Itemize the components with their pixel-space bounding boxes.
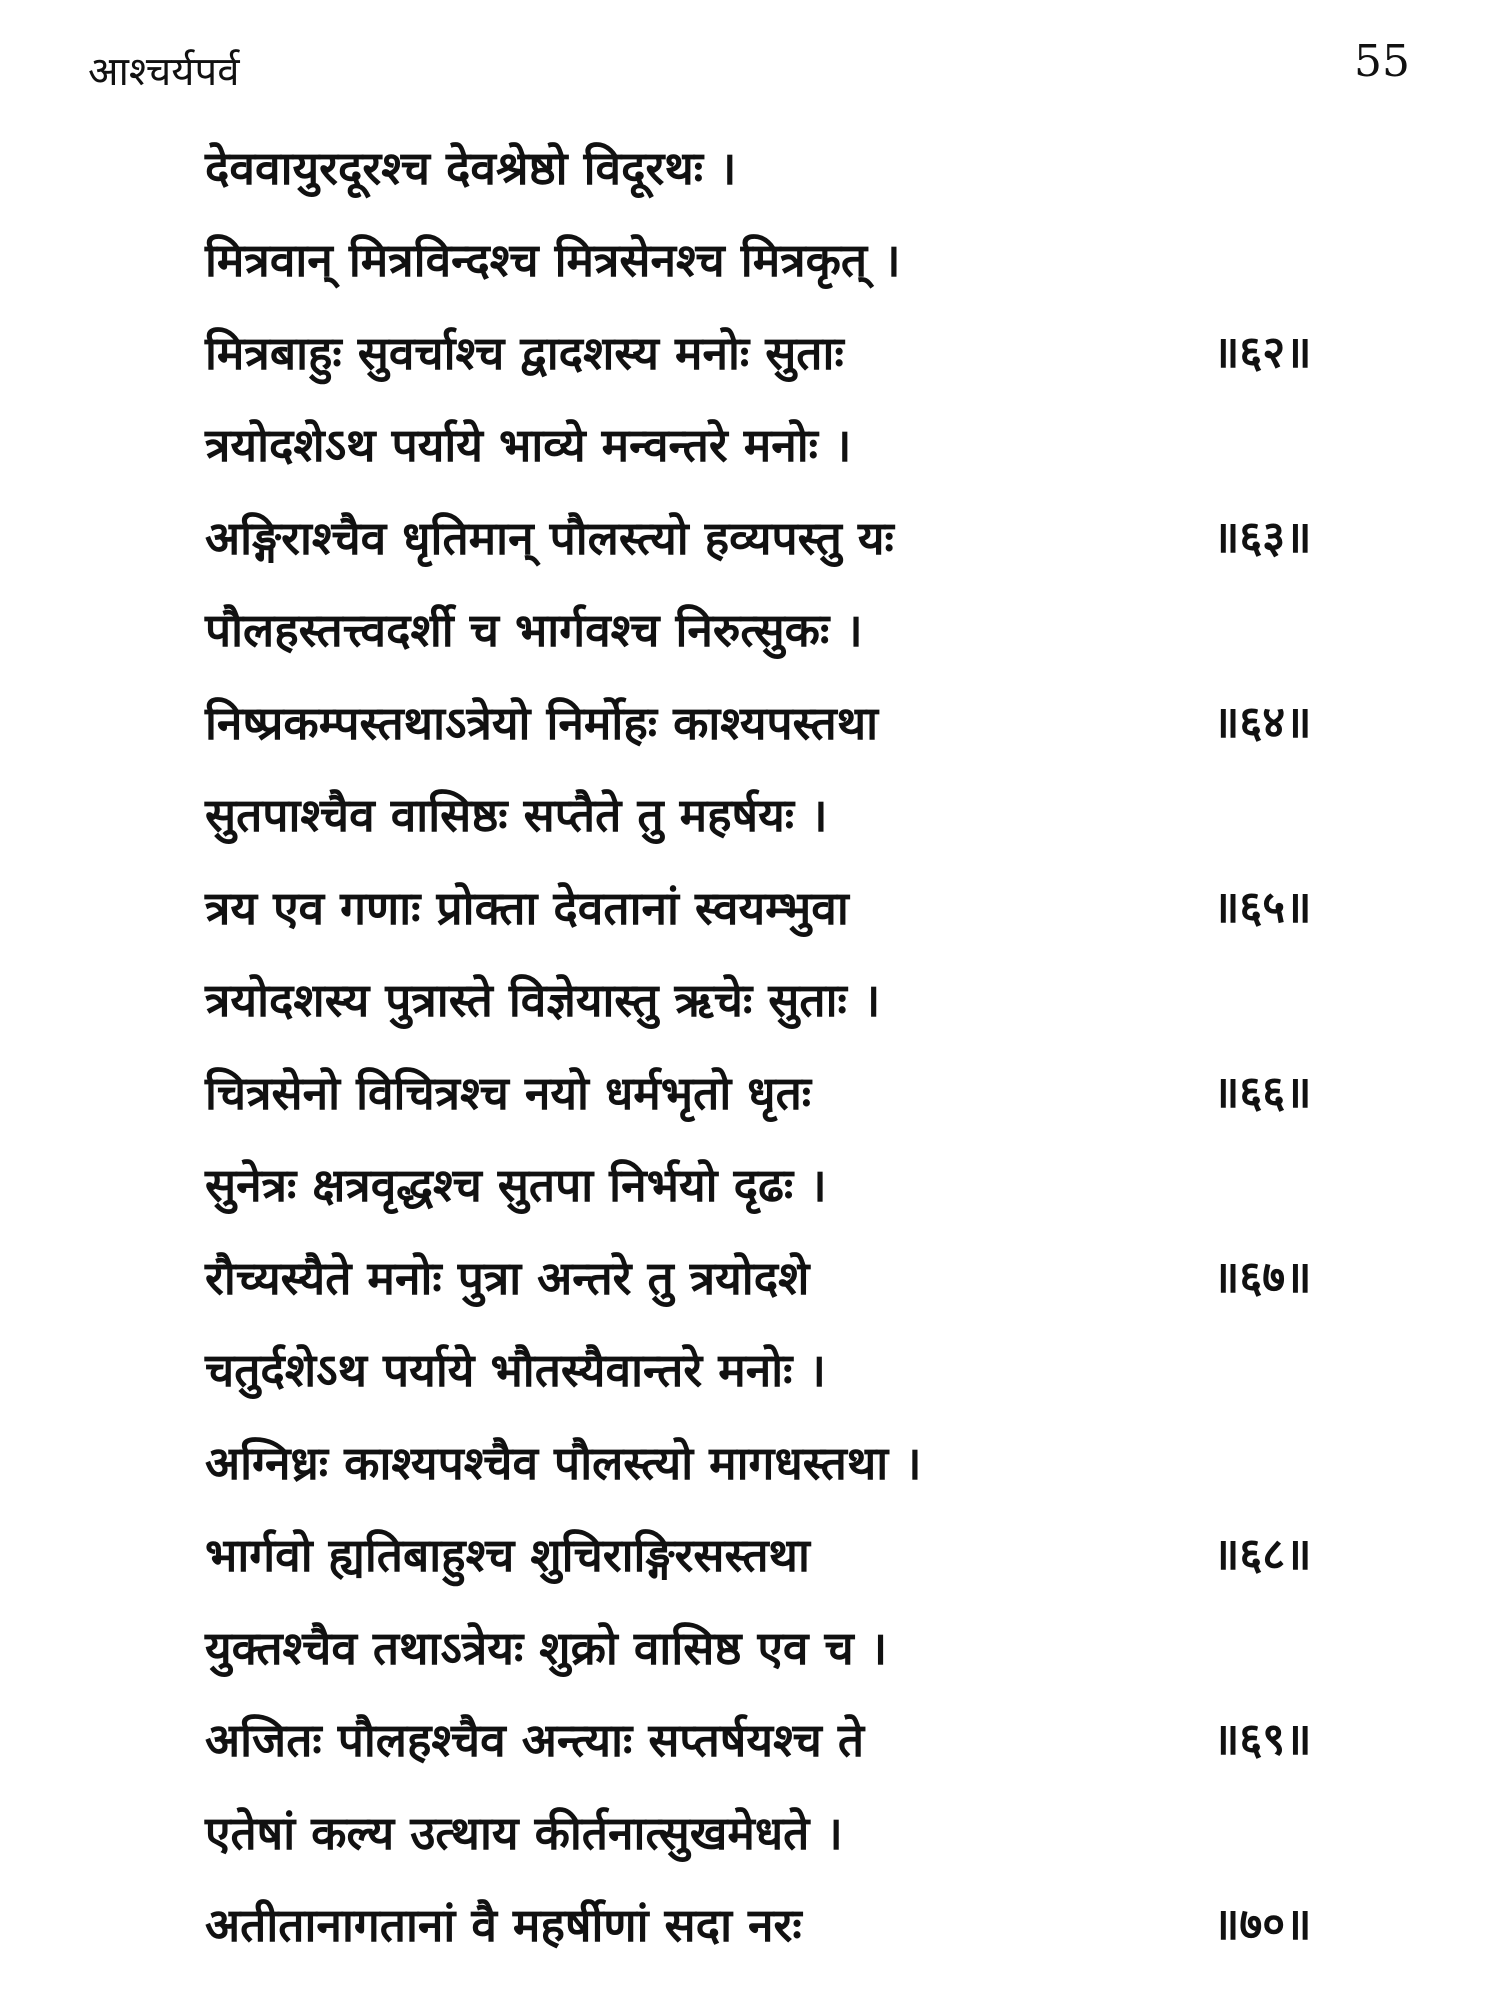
verse-line-text: त्रय एव गणाः प्रोक्ता देवतानां स्वयम्भुवा (205, 880, 849, 935)
verse-line (205, 677, 1415, 770)
verse-line-text: एतेषां कल्य उत्थाय कीर्तनात्सुखमेधते । (205, 1805, 843, 1860)
verse-line-text: मित्रवान् मित्रविन्दश्च मित्रसेनश्च मित्रकृत् । (205, 233, 901, 288)
verse-line (205, 1047, 1415, 1140)
verse-line-text: भार्गवो ह्यतिबाहुश्च शुचिराङ्गिरसस्तथा (205, 1528, 810, 1583)
verse-line (205, 1602, 1415, 1695)
verse-line (205, 770, 1415, 863)
verse-number: ॥६७॥ (1213, 1251, 1312, 1303)
verse-line (205, 1417, 1415, 1510)
verse-line-text: अतीतानागतानां वै महर्षीणां सदा नरः (205, 1898, 802, 1953)
verse-number: ॥६५॥ (1213, 881, 1312, 933)
verse-line-text: सुनेत्रः क्षत्रवृद्धश्च सुतपा निर्भयो दृढः । (205, 1158, 827, 1213)
verse-line-text: देववायुरदूरश्च देवश्रेष्ठो विदूरथः । (205, 140, 737, 195)
page-number: 55 (1354, 36, 1410, 87)
verse-line (205, 122, 1415, 215)
verse-line (205, 955, 1415, 1048)
verse-line-text: सुतपाश्चैव वासिष्ठः सप्तैते तु महर्षयः । (205, 788, 828, 843)
verse-line (205, 585, 1415, 678)
verse-line (205, 1140, 1415, 1233)
running-head: आश्चर्यपर्व (88, 49, 240, 95)
verse-number: ॥६८॥ (1213, 1529, 1312, 1581)
verse-line (205, 492, 1415, 585)
verse-line-text: अङ्गिराश्चैव धृतिमान् पौलस्त्यो हव्यपस्तु यः (205, 510, 894, 565)
verse-line-text: त्रयोदशेऽथ पर्याये भाव्ये मन्वन्तरे मनोः । (205, 418, 852, 473)
verse-line (205, 307, 1415, 400)
verse-number: ॥६९॥ (1213, 1714, 1312, 1766)
verse-line-text: मित्रबाहुः सुवर्चाश्च द्वादशस्य मनोः सुताः (205, 325, 844, 380)
verse-number: ॥६३॥ (1213, 511, 1312, 563)
verse-number: ॥७०॥ (1213, 1899, 1312, 1951)
verse-line (205, 1787, 1415, 1880)
verse-line-text: युक्तश्चैव तथाऽत्रेयः शुक्रो वासिष्ठ एव च । (205, 1620, 888, 1675)
verse-line (205, 215, 1415, 308)
verse-line-text: अग्निध्रः काश्यपश्चैव पौलस्त्यो मागधस्तथा । (205, 1435, 922, 1490)
verse-block (205, 122, 1415, 1972)
verse-line-text: चतुर्दशेऽथ पर्याये भौतस्यैवान्तरे मनोः । (205, 1343, 826, 1398)
verse-line (205, 1695, 1415, 1788)
verse-line-text: त्रयोदशस्य पुत्रास्ते विज्ञेयास्तु ऋचेः सुताः । (205, 973, 881, 1028)
verse-line-text: रौच्यस्यैते मनोः पुत्रा अन्तरे तु त्रयोदशे (205, 1250, 810, 1305)
verse-line (205, 1325, 1415, 1418)
verse-line (205, 862, 1415, 955)
verse-number: ॥६४॥ (1213, 696, 1312, 748)
verse-line-text: पौलहस्तत्त्वदर्शी च भार्गवश्च निरुत्सुकः । (205, 603, 863, 658)
verse-line (205, 1232, 1415, 1325)
verse-line (205, 1510, 1415, 1603)
verse-line (205, 400, 1415, 493)
verse-line (205, 1880, 1415, 1973)
verse-number: ॥६२॥ (1213, 326, 1312, 378)
verse-line-text: अजितः पौलहश्चैव अन्त्याः सप्तर्षयश्च ते (205, 1713, 865, 1768)
verse-line-text: चित्रसेनो विचित्रश्च नयो धर्मभृतो धृतः (205, 1065, 812, 1120)
verse-line-text: निष्प्रकम्पस्तथाऽत्रेयो निर्मोहः काश्यपस्तथा (205, 695, 879, 750)
verse-number: ॥६६॥ (1213, 1066, 1312, 1118)
